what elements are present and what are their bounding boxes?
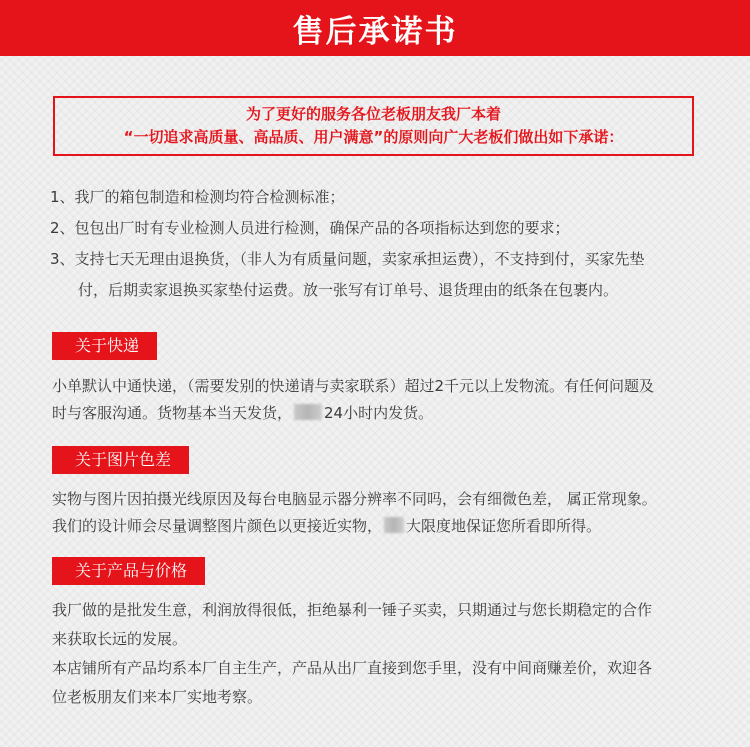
intro-line-1: 为了更好的服务各位老板朋友我厂本着 [245, 105, 501, 123]
commitment-item: 2、包包出厂时有专业检测人员进行检测，确保产品的各项指标达到您的要求； [50, 219, 570, 237]
commitment-item: 1、我厂的箱包制造和检测均符合检测标准； [50, 188, 345, 206]
commitment-item: 3、支持七天无理由退换货，（非人为有质量问题，卖家承担运费），不支持到付，买家先垫 [50, 250, 645, 268]
page-title: 售后承诺书 [292, 13, 458, 50]
commitment-item-continued [50, 275, 710, 306]
color-difference-line-2 [52, 513, 712, 540]
redacted-text [384, 517, 404, 533]
express-line-1: 小单默认中通快递，（需要发别的快递请与卖家联系）超过2千元以上发物流。有任何问题及 [52, 377, 655, 395]
commitment-list [50, 182, 710, 306]
color-difference-line-2-end: 大限度地保证您所看即所得。 [406, 517, 602, 535]
express-paragraph [52, 373, 712, 427]
commitment-continuation: 付，后期卖家退换买家垫付运费。放一张写有订单号、退货理由的纸条在包裹内。 [78, 281, 619, 299]
product-price-line: 本店铺所有产品均系本厂自主生产，产品从出厂直接到您手里，没有中间商赚差价，欢迎各 [52, 659, 653, 677]
section-tag-product-price: 关于产品与价格 [52, 557, 205, 585]
express-line-2-start: 时与客服沟通。货物基本当天发货， [52, 404, 293, 422]
color-difference-paragraph [52, 486, 712, 540]
express-line-2-end: 24小时内发货。 [324, 404, 434, 422]
product-price-line: 我厂做的是批发生意，利润放得很低，拒绝暴利一锤子买卖，只期通过与您长期稳定的合作 [52, 601, 653, 619]
product-price-paragraph [52, 596, 712, 712]
express-line-2 [52, 400, 712, 427]
redacted-text [294, 404, 322, 420]
intro-line-2: “一切追求高质量、高品质、用户满意”的原则向广大老板们做出如下承诺： [123, 128, 624, 146]
color-difference-line-1: 实物与图片因拍摄光线原因及每台电脑显示器分辨率不同吗，会有细微色差， 属正常现象。 [52, 490, 657, 508]
color-difference-line-2-start: 我们的设计师会尽量调整图片颜色以更接近实物， [52, 517, 383, 535]
header-banner [0, 0, 750, 56]
section-tag-color-difference: 关于图片色差 [52, 446, 189, 474]
product-price-line: 位老板朋友们来本厂实地考察。 [52, 688, 263, 706]
section-tag-express: 关于快递 [52, 332, 157, 360]
product-price-line: 来获取长远的发展。 [52, 630, 188, 648]
intro-box [53, 96, 694, 156]
